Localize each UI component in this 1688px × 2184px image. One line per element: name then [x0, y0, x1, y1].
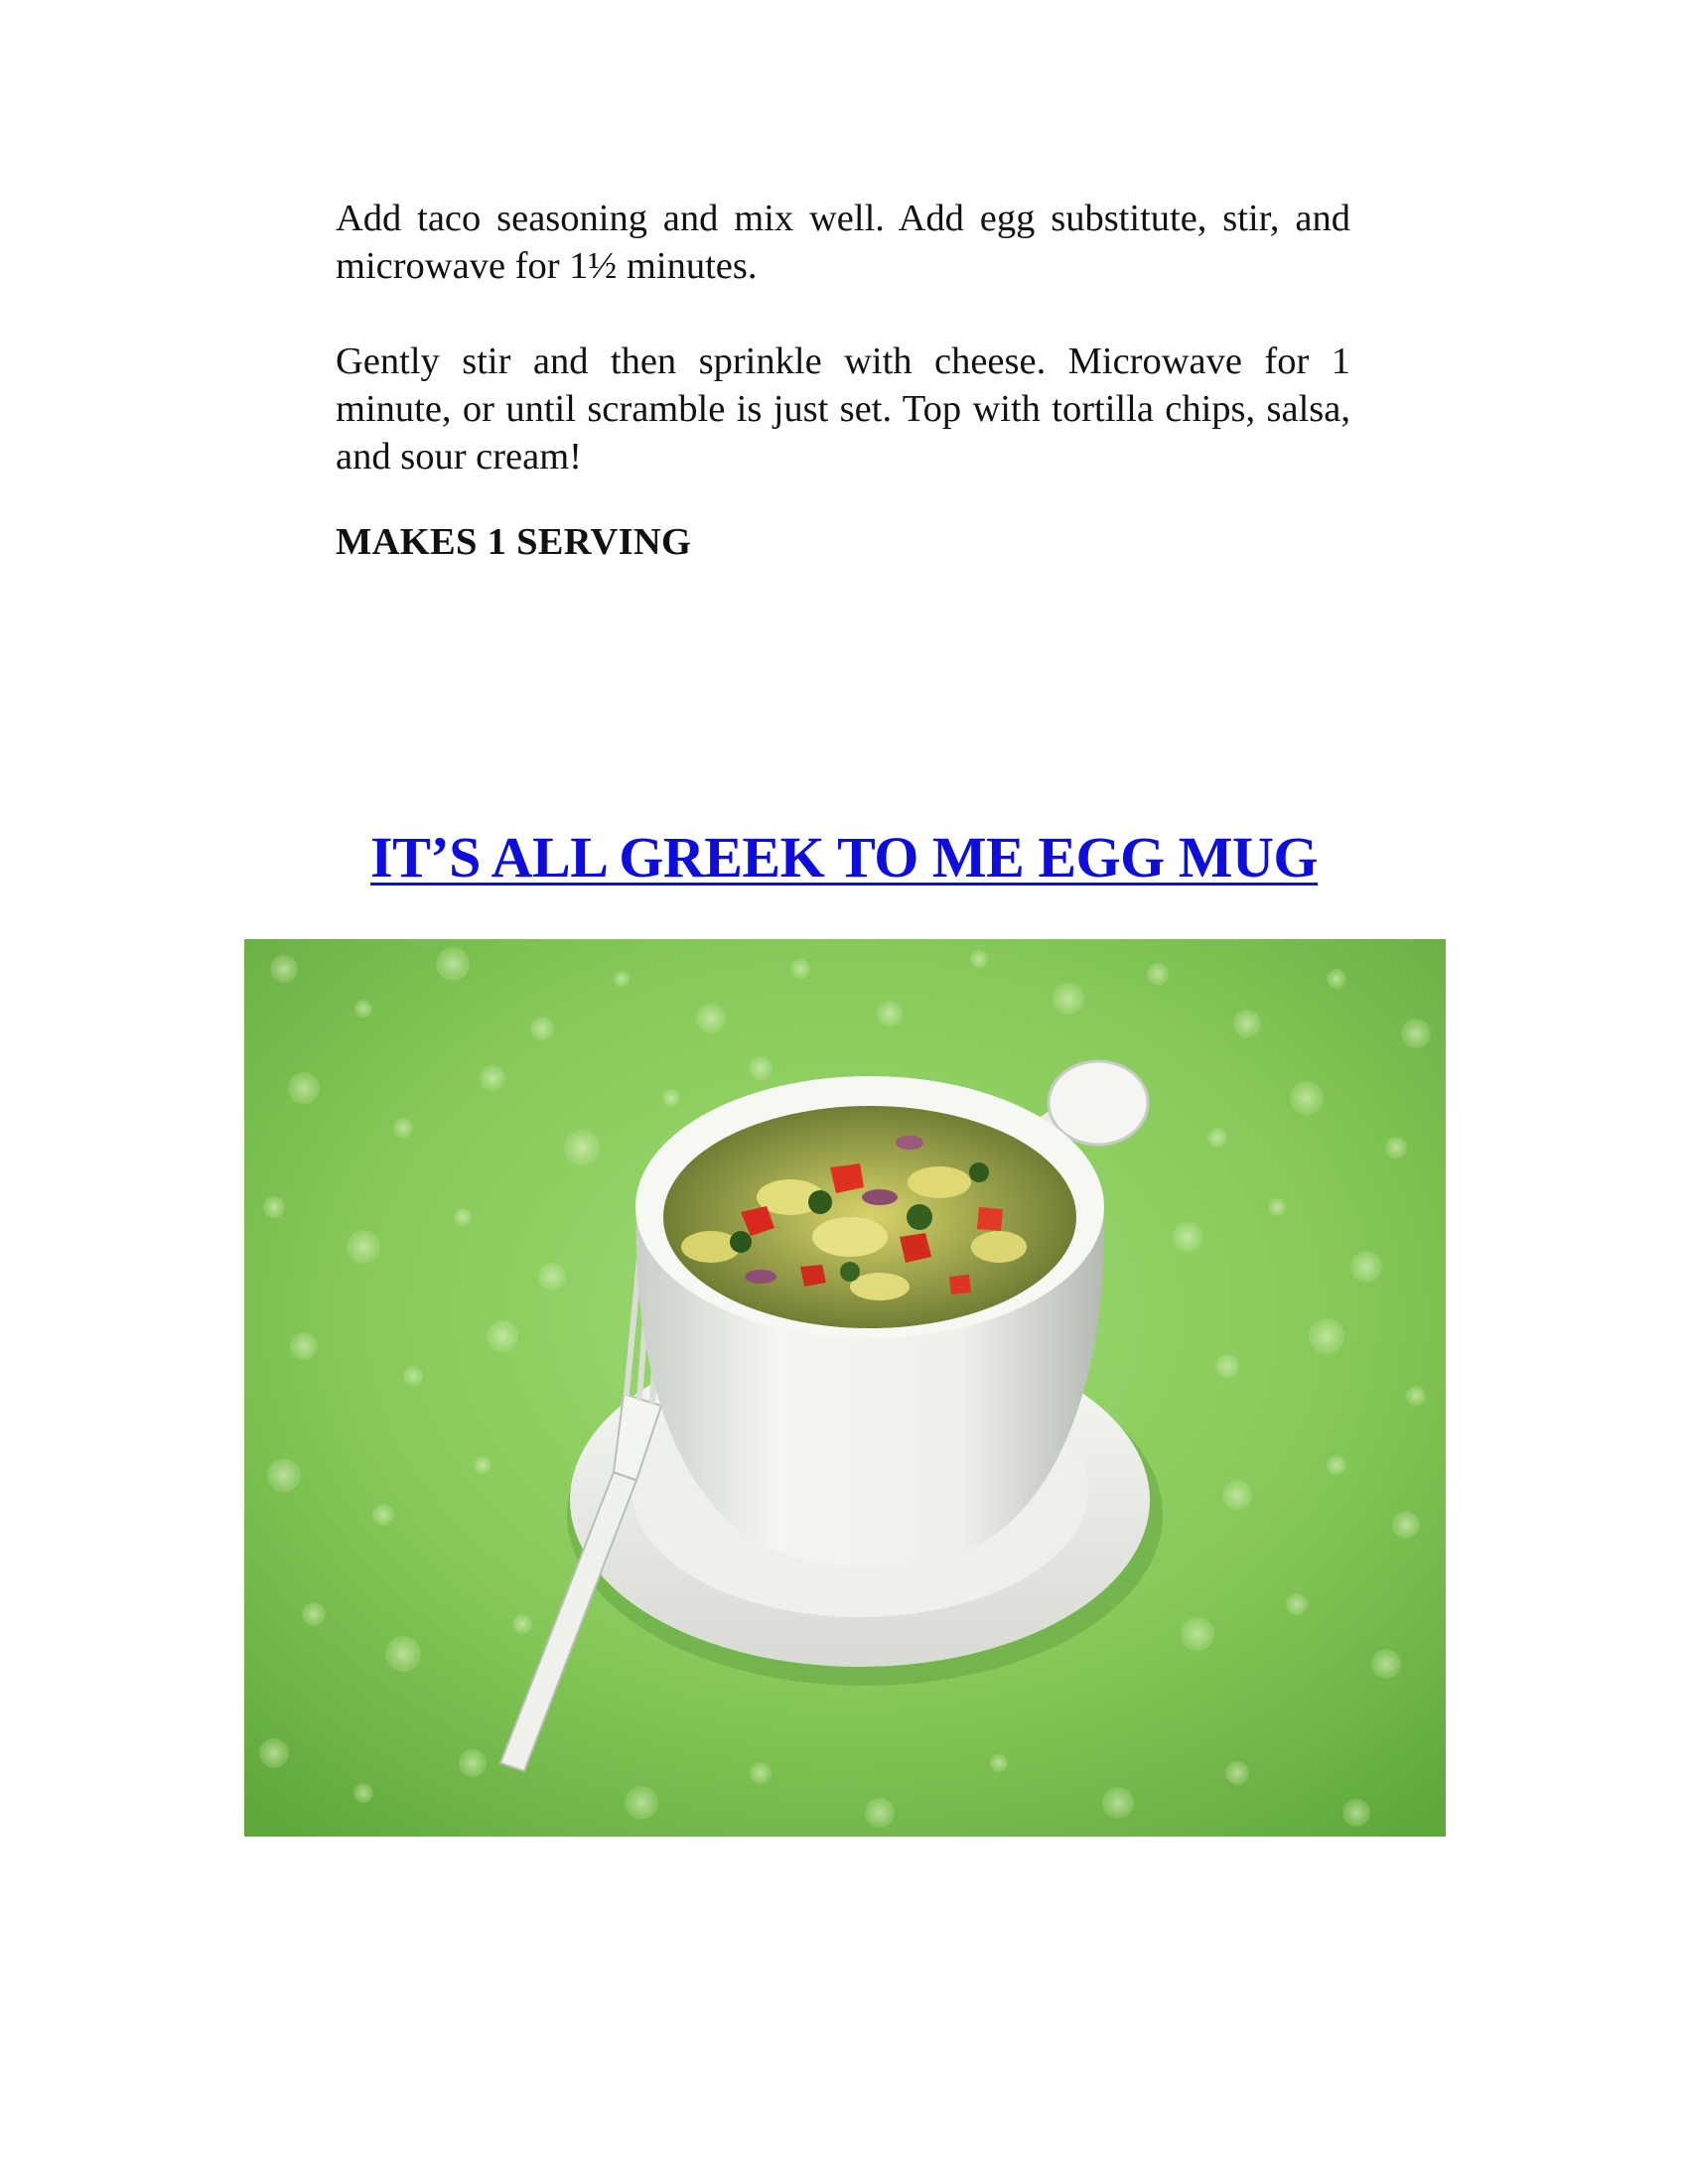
instruction-paragraph: Add taco seasoning and mix well. Add egg substitute, stir, and microwave for 1½ minutes. — [336, 198, 1350, 287]
recipe-title-link[interactable]: IT’S ALL GREEK TO ME EGG MUG — [370, 825, 1318, 889]
instruction-paragraph: Gently stir and then sprinkle with cheese. Microwave for 1 minute, or until scramble is just set. Top with tortilla chips, salsa, and sour cream! — [336, 341, 1350, 478]
servings-label: MAKES 1 SERVING — [336, 521, 692, 563]
mug — [635, 1076, 1104, 1568]
recipe-photo — [244, 939, 1446, 1837]
recipe-instructions — [336, 195, 1350, 566]
